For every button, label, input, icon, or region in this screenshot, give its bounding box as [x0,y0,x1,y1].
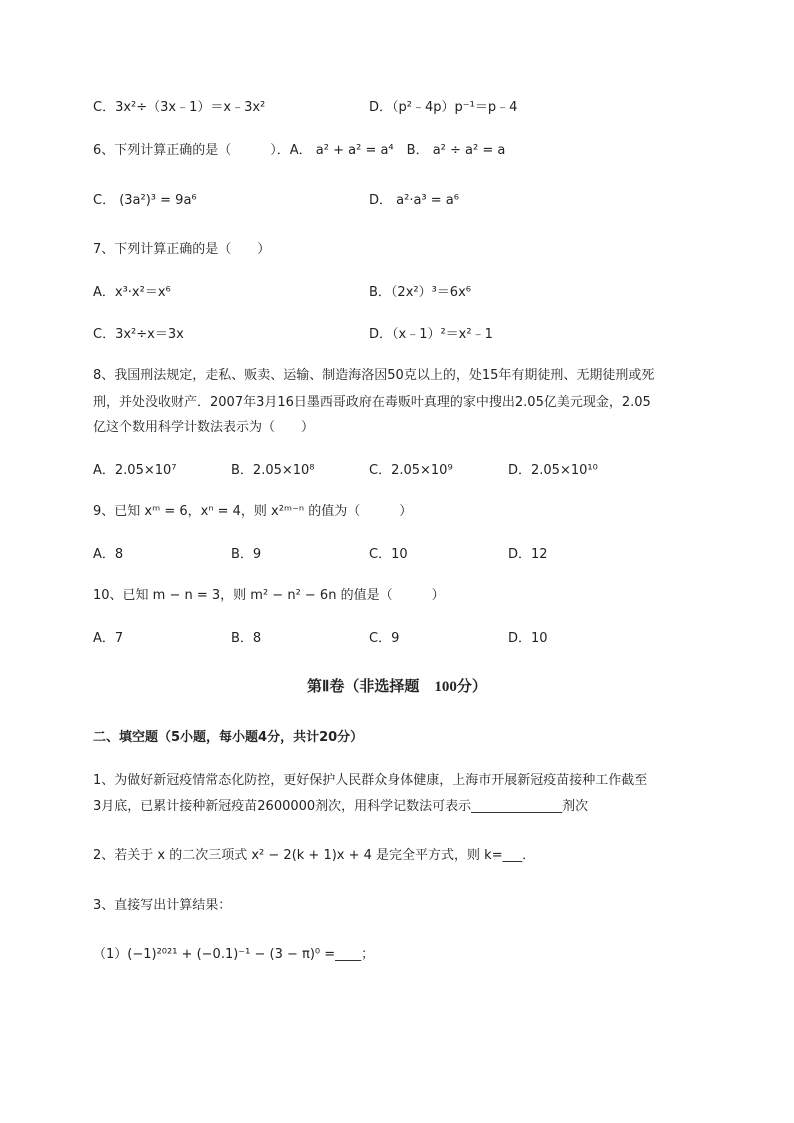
q7-option-c: C．3x²÷x＝3x [93,327,184,342]
q7-stem: 7、下列计算正确的是（ ） [93,242,271,257]
q5-option-c: C．3x²÷（3x﹣1）＝x﹣3x² [93,100,266,115]
q6-option-c: C． (3a²)³ = 9a⁶ [93,193,197,208]
q8-line-3: 亿这个数用科学计数法表示为（ ） [93,420,315,435]
fill1-line-2: 3月底，已累计接种新冠疫苗2600000剂次，用科学记数法可表示______________剂次 [93,799,589,814]
q8-option-a: A．2.05×10⁷ [93,463,177,478]
q10-stem: 10、已知 m − n = 3，则 m² − n² − 6n 的值是（ ） [93,588,445,603]
q7-option-a: A．x³·x²＝x⁶ [93,285,171,300]
q9-option-a: A．8 [93,547,124,562]
fill1-line-1: 1、为做好新冠疫情常态化防控，更好保护人民群众身体健康，上海市开展新冠疫苗接种工作截至 [93,773,648,788]
q6-stem: 6、下列计算正确的是（ ）．A． a² + a² = a⁴ B． a² ÷ a² = a [93,143,506,158]
q8-line-2: 刑，并处没收财产．2007年3月16日墨西哥政府在毒贩叶真理的家中搜出2.05亿美元现金，2.05 [93,395,651,410]
q8-option-b: B．2.05×10⁸ [231,463,315,478]
fill2-stem: 2、若关于 x 的二次三项式 x² − 2(k + 1)x + 4 是完全平方式，则 k=___． [93,848,536,863]
q8-option-c: C．2.05×10⁹ [369,463,453,478]
q8-option-d: D．2.05×10¹⁰ [508,463,598,478]
fill3-stem: 3、直接写出计算结果： [93,898,232,913]
part-2-title: 第Ⅱ卷（非选择题 100分） [307,679,487,695]
fill-in-section-heading: 二、填空题（5小题，每小题4分，共计20分） [93,730,364,745]
q9-stem: 9、已知 xᵐ = 6，xⁿ = 4，则 x²ᵐ⁻ⁿ 的值为（ ） [93,504,413,519]
q6-option-d: D． a²·a³ = a⁶ [369,193,459,208]
q10-option-d: D．10 [508,631,548,646]
q7-option-b: B．（2x²）³＝6x⁶ [369,285,471,300]
q7-option-d: D．（x﹣1）²＝x²﹣1 [369,327,493,342]
q9-option-d: D．12 [508,547,548,562]
q10-option-c: C．9 [369,631,400,646]
q10-option-b: B．8 [231,631,262,646]
q8-line-1: 8、我国刑法规定，走私、贩卖、运输、制造海洛因50克以上的，处15年有期徒刑、无期徒刑或死 [93,368,655,383]
q9-option-b: B．9 [231,547,262,562]
q5-option-d: D．（p²﹣4p）p⁻¹＝p﹣4 [369,100,518,115]
q9-option-c: C．10 [369,547,408,562]
fill3-sub-1: （1）(−1)²⁰²¹ + (−0.1)⁻¹ − (3 − π)⁰ =____； [93,947,375,962]
q10-option-a: A．7 [93,631,124,646]
